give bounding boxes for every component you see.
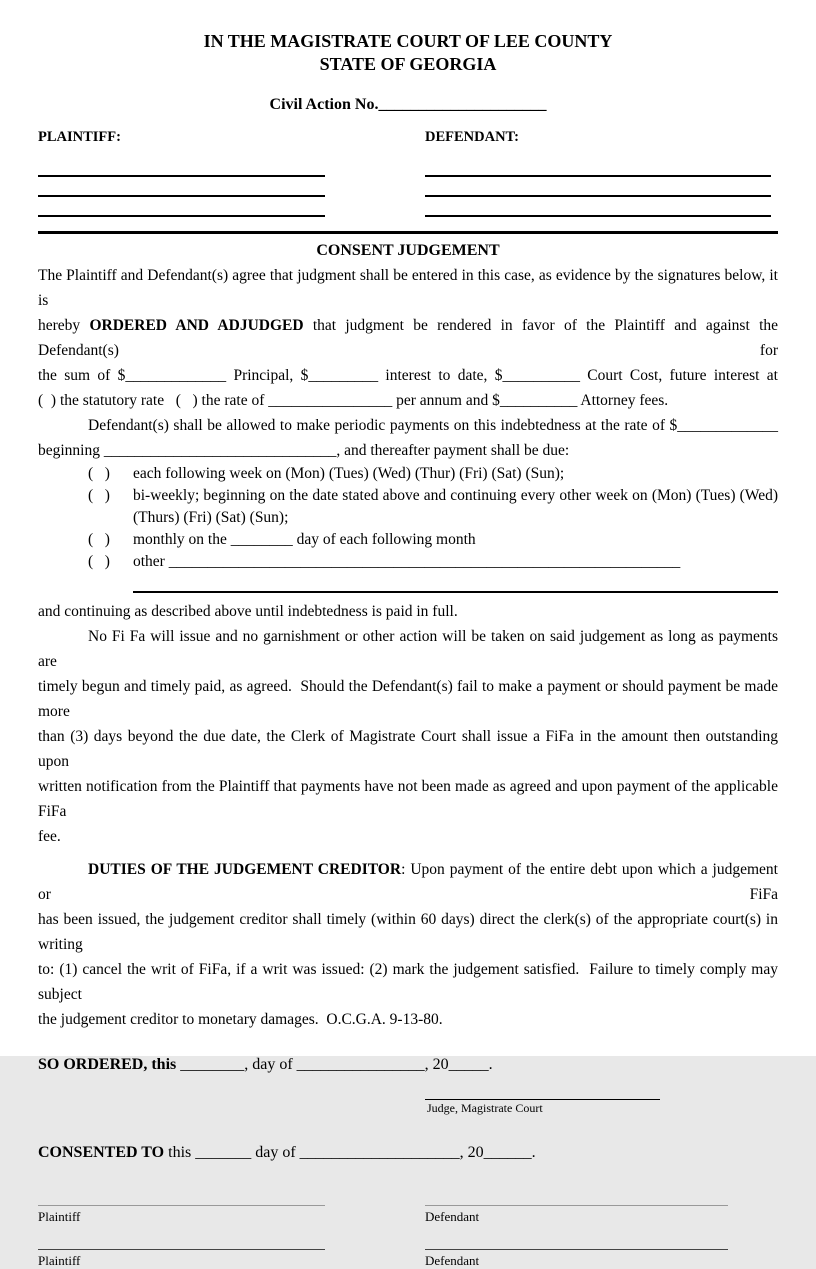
defendant-label: DEFENDANT: <box>425 129 519 145</box>
consent-line2-pre: hereby <box>38 317 90 334</box>
consent-line2-post: that judgment be rendered in favor of the Plaintiff and against the Defendant(s) for <box>38 317 779 359</box>
court-title-line1: IN THE MAGISTRATE COURT OF LEE COUNTY <box>203 31 613 51</box>
plaintiff-signature-label-1: Plaintiff <box>38 1209 81 1224</box>
duties-paragraph-line1 <box>38 857 778 907</box>
plaintiff-signature-block-2 <box>38 1249 325 1269</box>
plaintiff-name-line-2 <box>38 179 325 197</box>
option-monthly-text: monthly on the ________ day of each following month <box>133 531 476 548</box>
defendant-signature-label-2: Defendant <box>425 1253 480 1268</box>
option-biweekly-checkbox: ( ) <box>88 487 110 504</box>
duties-heading-text: DUTIES OF THE JUDGEMENT CREDITOR <box>88 861 402 878</box>
so-ordered-bold-text: SO ORDERED, this <box>38 1056 177 1073</box>
plaintiff-name-line-3 <box>38 199 325 217</box>
option-other-checkbox: ( ) <box>88 553 110 570</box>
court-title-line2: STATE OF GEORGIA <box>319 54 497 74</box>
duties-paragraph-line2: has been issued, the judgement creditor shall timely (within 60 days) direct the clerk(s) of the appropriate court(s) in writing <box>38 911 778 953</box>
ordered-adjudged-text: ORDERED AND ADJUDGED <box>89 317 304 334</box>
duties-line1-post: : Upon payment of the entire debt upon which a judgement or FiFa <box>38 861 778 903</box>
civil-action-label: Civil Action No. <box>269 96 379 113</box>
consent-paragraph-line3-amounts: the sum of $_____________ Principal, $_________ interest to date, $__________ Court Cost, future interest at <box>38 367 778 384</box>
other-continuation-blank-line <box>133 573 778 593</box>
option-monthly <box>38 529 778 551</box>
defendant-signature-block-1 <box>425 1205 728 1225</box>
defendant-name-line-3 <box>425 199 771 217</box>
option-weekly <box>38 463 778 485</box>
defendant-signature-label-1: Defendant <box>425 1209 480 1224</box>
defendant-name-line-2 <box>425 179 771 197</box>
signature-row-1 <box>38 1205 778 1225</box>
option-weekly-text: each following week on (Mon) (Tues) (Wed) (Thur) (Fri) (Sat) (Sun); <box>133 465 565 482</box>
plaintiff-label: PLAINTIFF: <box>38 129 121 145</box>
consent-judgement-heading: CONSENT JUDGEMENT <box>316 242 500 259</box>
civil-action-line <box>38 94 778 116</box>
option-monthly-checkbox: ( ) <box>88 531 110 548</box>
consent-paragraph-line2 <box>38 313 778 363</box>
defendant-signature-block-2 <box>425 1249 728 1269</box>
judge-signature-block <box>425 1099 660 1116</box>
plaintiff-signature-label-2: Plaintiff <box>38 1253 81 1268</box>
so-ordered-date-blanks: ________, day of ________________, 20_____. <box>176 1056 493 1073</box>
consent-paragraph-line1: The Plaintiff and Defendant(s) agree that judgment shall be entered in this case, as evidence by the signatures below, it is <box>38 267 778 309</box>
option-biweekly-text-line1: bi-weekly; beginning on the date stated above and continuing every other week on (Mon) (Tues) (Wed) <box>133 487 778 504</box>
plaintiff-signature-block-1 <box>38 1205 325 1225</box>
fifa-paragraph-line3: than (3) days beyond the due date, the Clerk of Magistrate Court shall issue a FiFa in the amount then outstanding upon <box>38 728 778 770</box>
duties-paragraph-line3: to: (1) cancel the writ of FiFa, if a writ was issued: (2) mark the judgement satisfied. Failure to timely comply may subject <box>38 961 778 1003</box>
option-biweekly-text-line2: (Thurs) (Fri) (Sat) (Sun); <box>133 509 289 526</box>
fifa-paragraph-line4: written notification from the Plaintiff that payments have not been made as agreed and upon payment of the applicable FiFa <box>38 778 778 820</box>
fifa-paragraph-line5: fee. <box>38 828 61 845</box>
option-biweekly <box>38 485 778 507</box>
defendant-name-line-1 <box>425 159 771 177</box>
consented-to-date-blanks: this _______ day of ____________________, 20______. <box>164 1144 536 1161</box>
periodic-payments-line1: Defendant(s) shall be allowed to make periodic payments on this indebtedness at the rate of $_____________ <box>88 417 778 434</box>
fifa-paragraph-line2: timely begun and timely paid, as agreed. Should the Defendant(s) fail to make a payment or should payment be made more <box>38 678 778 720</box>
consented-to-line <box>38 1140 778 1165</box>
parties-block <box>38 128 778 219</box>
option-weekly-checkbox: ( ) <box>88 465 110 482</box>
section-divider-rule <box>38 231 778 234</box>
plaintiff-column <box>38 128 378 219</box>
judge-signature-label: Judge, Magistrate Court <box>427 1101 543 1115</box>
option-other-text: other __________________________________________________________________ <box>133 553 681 570</box>
consent-paragraph-line4-rate: ( ) the statutory rate ( ) the rate of ________________ per annum and $__________ Attorney fees. <box>38 392 669 409</box>
consented-to-bold-text: CONSENTED TO <box>38 1144 165 1161</box>
plaintiff-name-line-1 <box>38 159 325 177</box>
so-ordered-line <box>38 1052 778 1077</box>
periodic-closing-line: and continuing as described above until indebtedness is paid in full. <box>38 603 458 620</box>
defendant-column <box>425 128 778 219</box>
signature-row-2 <box>38 1249 778 1269</box>
fifa-paragraph-line1: No Fi Fa will issue and no garnishment or other action will be taken on said judgement as long as payments are <box>38 628 778 670</box>
periodic-payments-line2-beginning: beginning ______________________________, and thereafter payment shall be due: <box>38 442 570 459</box>
duties-paragraph-line4: the judgement creditor to monetary damages. O.C.G.A. 9-13-80. <box>38 1011 443 1028</box>
option-other <box>38 551 778 573</box>
civil-action-number-blank: _____________________ <box>378 96 547 113</box>
